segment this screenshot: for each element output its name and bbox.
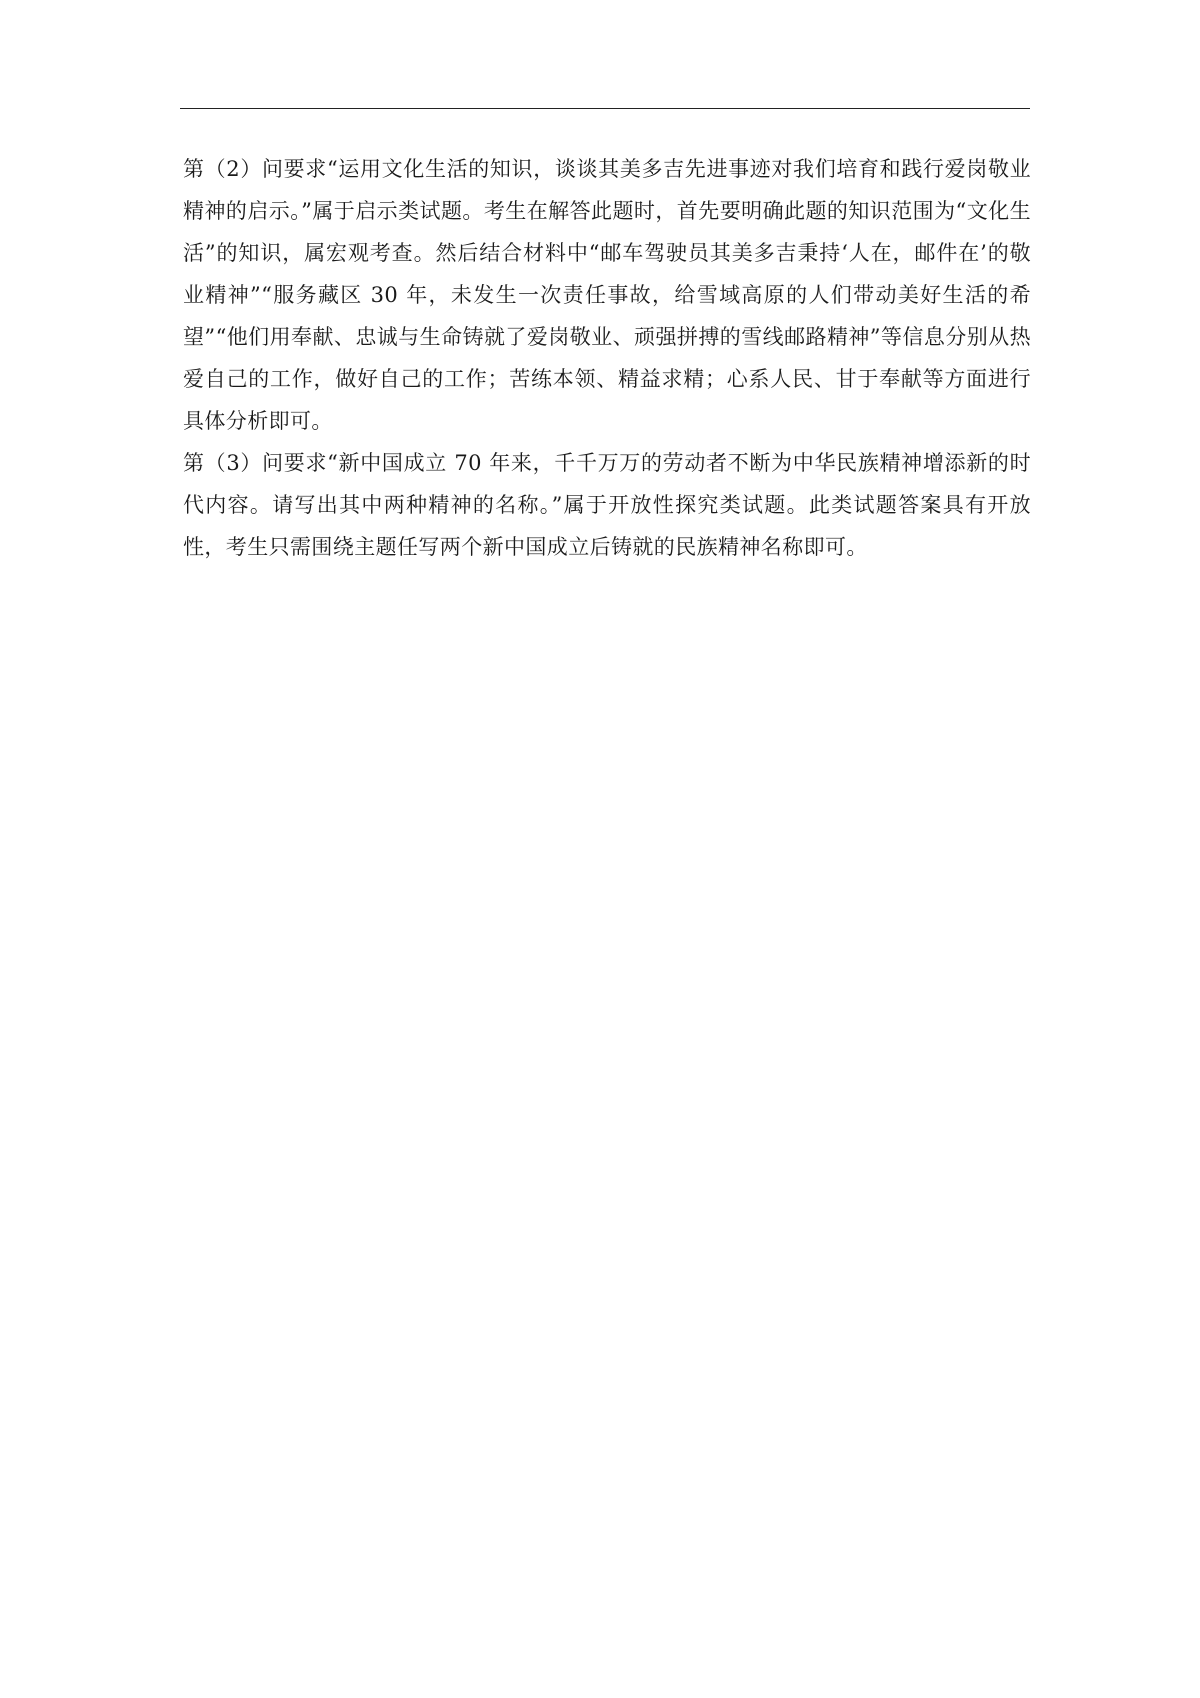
paragraph-question-3-analysis: 第（3）问要求“新中国成立 70 年来，千千万万的劳动者不断为中华民族精神增添新的时代内容。请写出其中两种精神的名称。”属于开放性探究类试题。此类试题答案具有开放性，考生只需围绕主题任写两个新中国成立后铸就的民族精神名称即可。 xyxy=(183,451,1031,559)
document-body xyxy=(183,148,1031,568)
paragraph-question-2-analysis: 第（2）问要求“运用文化生活的知识，谈谈其美多吉先进事迹对我们培育和践行爱岗敬业精神的启示。”属于启示类试题。考生在解答此题时，首先要明确此题的知识范围为“文化生活”的知识，属宏观考查。然后结合材料中“邮车驾驶员其美多吉秉持‘人在，邮件在’的敬业精神”“服务藏区 30 年，未发生一次责任事故，给雪域高原的人们带动美好生活的希望”“他们用奉献、忠诚与生命铸就了爱岗敬业、顽强拼搏的雪线邮路精神”等信息分别从热爱自己的工作，做好自己的工作；苦练本领、精益求精；心系人民、甘于奉献等方面进行具体分析即可。 xyxy=(183,157,1031,433)
header-rule xyxy=(180,108,1030,109)
